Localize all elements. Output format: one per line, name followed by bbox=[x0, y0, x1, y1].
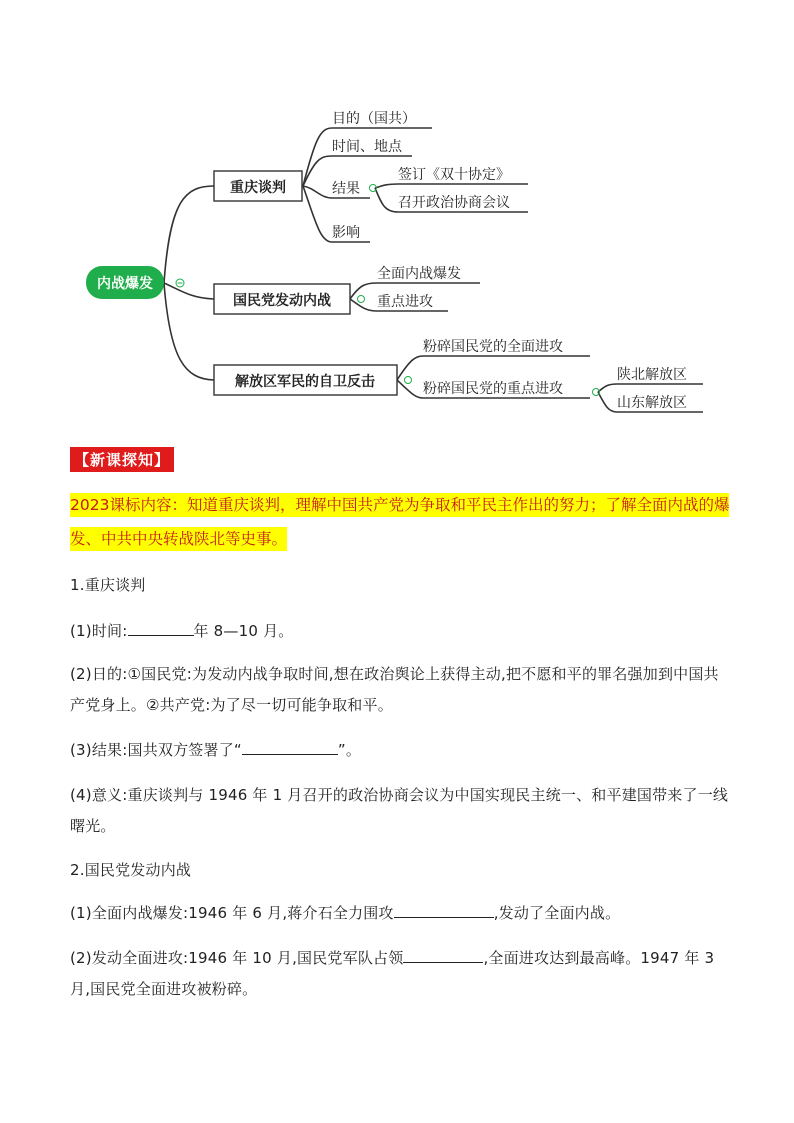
question-significance: (4)意义:重庆谈判与 1946 年 1 月召开的政治协商会议为中国实现民主统一、和平建国带来了一线曙光。 bbox=[70, 786, 729, 835]
question-text: (1)全面内战爆发:1946 年 6 月,蒋介石全力围攻 bbox=[70, 904, 394, 922]
root-node-label: 内战爆发 bbox=[97, 276, 153, 292]
answer-blank[interactable] bbox=[242, 738, 338, 755]
curriculum-objective bbox=[70, 488, 730, 556]
leaf-label: 目的（国共） bbox=[332, 111, 416, 127]
leaf-label: 签订《双十协定》 bbox=[398, 167, 510, 183]
branch-node-label: 重庆谈判 bbox=[230, 180, 286, 196]
leaf-label: 重点进攻 bbox=[377, 294, 433, 310]
question-text: (3)结果:国共双方签署了“ bbox=[70, 741, 242, 759]
objective-text: 课标内容：知道重庆谈判，理解中国共产党为争取和平民主作出的努力；了解全面内战的爆发、中共中央转战陕北等史事。 bbox=[70, 496, 730, 548]
question-text: ,发动了全面内战。 bbox=[493, 904, 621, 922]
leaf-label: 粉碎国民党的全面进攻 bbox=[423, 339, 563, 355]
question-text: (2)发动全面进攻:1946 年 10 月,国民党军队占领 bbox=[70, 949, 404, 967]
question-offensive bbox=[70, 943, 730, 1005]
objective-year: 2023 bbox=[70, 496, 110, 514]
leaf-label: 结果 bbox=[332, 181, 360, 197]
leaf-label: 山东解放区 bbox=[617, 395, 687, 411]
answer-blank[interactable] bbox=[403, 946, 483, 963]
section-title: 2.国民党发动内战 bbox=[70, 861, 192, 879]
collapse-icon[interactable] bbox=[358, 296, 365, 303]
question-time bbox=[70, 616, 730, 647]
leaf-label: 影响 bbox=[332, 225, 360, 241]
section-title: 1.重庆谈判 bbox=[70, 576, 146, 594]
question-text: ,全面进攻达到最高峰。1947 年 3 月,国民党全面进攻被粉碎。 bbox=[70, 949, 715, 998]
question-purpose: (2)日的:①国民党:为发动内战争取时间,想在政治舆论上获得主动,把不愿和平的罪名强加到中国共产党身上。②共产党:为了尽一切可能争取和平。 bbox=[70, 665, 719, 714]
leaf-label: 全面内战爆发 bbox=[377, 266, 461, 282]
leaf-label: 召开政治协商会议 bbox=[398, 195, 510, 211]
section-tag: 【新课探知】 bbox=[70, 447, 174, 472]
answer-blank[interactable] bbox=[128, 619, 194, 636]
question-result bbox=[70, 735, 730, 766]
leaf-label: 时间、地点 bbox=[332, 139, 402, 155]
branch-node-label: 解放区军民的自卫反击 bbox=[235, 374, 375, 390]
collapse-icon[interactable] bbox=[405, 377, 412, 384]
leaf-label: 粉碎国民党的重点进攻 bbox=[423, 381, 563, 397]
answer-blank[interactable] bbox=[394, 901, 494, 918]
question-text: 年 8—10 月。 bbox=[193, 622, 294, 640]
branch-node-label: 国民党发动内战 bbox=[233, 293, 331, 309]
question-outbreak bbox=[70, 898, 730, 929]
mind-map bbox=[0, 0, 794, 440]
question-text: (1)时间: bbox=[70, 622, 128, 640]
question-text: ”。 bbox=[337, 741, 362, 759]
leaf-label: 陕北解放区 bbox=[617, 367, 687, 383]
